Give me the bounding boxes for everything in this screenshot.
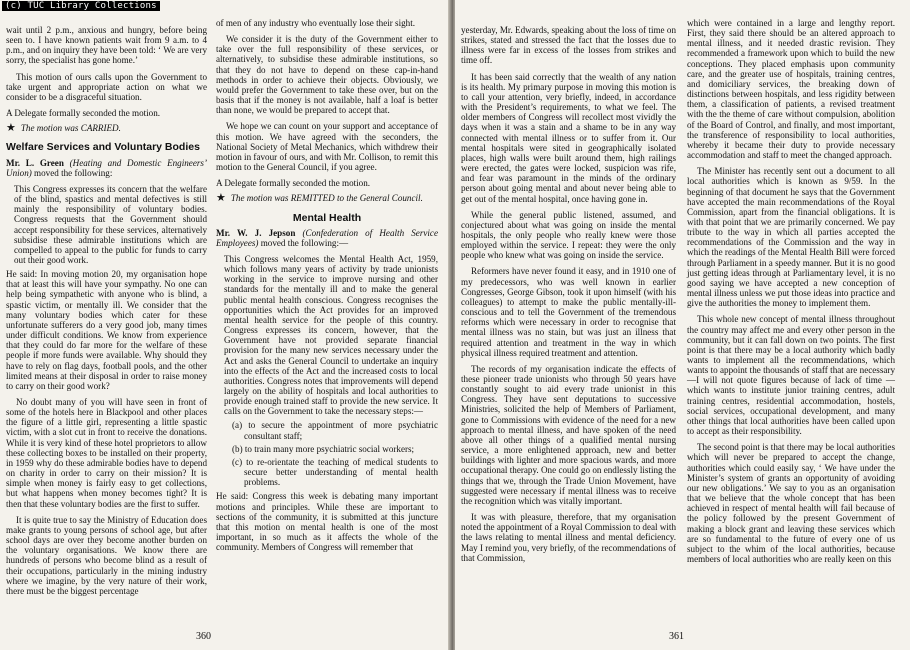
mover-line: Mr. L. Green (Heating and Domestic Engineers’ Union) moved the following: <box>6 157 207 178</box>
vote-result: ★ The motion was CARRIED. <box>6 122 121 135</box>
paragraph: The records of my organisation indicate the effects of these pioneer trade unionists who through 50 years have constantly sought to aid every trade unionist in this Congress. They have sent deputations to successive Ministries, solicited the help of Members of Parliament, gone to Commissions with evidence of the need for a new approach to mental illness, and have spoken of the need above all other things of a qualified mental nursing service, a more enlightened approach, new and better buildings with lighter and more spacious wards, and more occupational therapy. One could go on endlessly listing the things that we, through the Trade Union Movement, have suggested were necessary if mental illness was to receive the recognition which was vitally important. <box>461 363 676 506</box>
resolution-list <box>216 420 438 487</box>
paragraph: The second point is that there may be local authorities which will never be prepared to accept the change, authorities which could easily say, ‘ We have under the Minister’s system of grants an opportunity of avoiding our new obligations.’ We say to you as an organisation that we believe that the whole concept that has been achieved in respect of mental health will fail because of the policy followed by the present Government of making a block grant and leaving these services which are so fundamental to the future of every one of us subject to the whim of the local authorities, because members of local authorities who are really keen on this <box>687 442 895 564</box>
vote-result: ★ The motion was REMITTED to the General Council. <box>216 192 423 205</box>
paragraph: of men of any industry who eventually lose their sight. <box>216 18 416 28</box>
paragraph: We hope we can count on your support and acceptance of this motion. We have agreed with the seconders, the National Society of Metal Mechanics, which withdrew their motion in favour of ours, and with Mr. Collison, to remit this motion to the General Council, if you agree. <box>216 121 438 173</box>
paragraph: He said: In moving motion 20, my organisation hope that at least this will have your sympathy. No one can help being sympathetic with anyone who is blind, a spastic victim, or mentally ill. We consider that the many voluntary bodies which cater for these unfortunate sufferers do a very good job, many times under difficult conditions. We know from experience that they could do far more for the welfare of these people if more funds were available. Why should they have to rely on flag days, football pools, and the other limited means at their disposal in order to raise money to carry on their good work? <box>6 269 207 391</box>
paragraph: It has been said correctly that the wealth of any nation is its health. My primary purpose in moving this motion is to call your attention, very briefly, indeed, in accordance with the President’s requirements, to what we feel. The older members of Congress will recollect most vividly the days when it was a stain and a shame to be in any way connected with mental illness or to suffer from it. Our mental hospitals were sited in geographically isolated places, high walls were built around them, high railings were erected, the gates were locked, suspicion was rife, and fear was paramount in the minds of the ordinary person about going mental and about never being able to get out of the mental hospital, once having gone in. <box>461 71 676 204</box>
page-number: 360 <box>196 631 211 642</box>
paragraph: The Minister has recently sent out a document to all local authorities which is known as 9/59. In the beginning of that document he says that the Government have accepted the main recommendations of the Royal Commission, apart from the financial obligations. It is with that point that we are primarily concerned. We pay tribute to the way in which all parties accepted the recommendations of the Commission and the way in which the readings of the Mental Health Bill were forced through Parliament in a speedy manner. But it is no good just getting ideas through at Parliamentary level, it is no good saying we have accepted a new conception of mental illness unless we put those ideas into practice and give the authorities the money to implement them. <box>687 166 895 309</box>
mover-line: Mr. W. J. Jepson (Confederation of Health Service Employees) moved the following:— <box>216 227 438 248</box>
section-heading: Welfare Services and Voluntary Bodies <box>6 141 200 154</box>
seconder-line: A Delegate formally seconded the motion. <box>216 178 371 189</box>
resolution-text: This Congress expresses its concern that the welfare of the blind, spastics and mental defectives is still mainly the responsibility of voluntary bodies. Congress requests that the Government should accept responsibility for these services, alternatively subsidise these admirable institutions which are compelled to appeal to the public for funds to carry out their good work. <box>14 183 207 265</box>
left-page-column-2 <box>216 18 438 558</box>
paragraph: He said: Congress this week is debating many important motions and principles. While these are important to sections of the community, it is submitted at this juncture that this motion on mental health is one of the most important, in so much as it affects the whole of the community. Members of Congress will remember that <box>216 491 438 553</box>
list-item: (a) to secure the appointment of more psychiatric consultant staff; <box>232 420 438 441</box>
left-page <box>0 0 452 650</box>
resolution-text: This Congress welcomes the Mental Health Act, 1959, which follows many years of activity by trade unionists working in the service to improve nursing and other standards for the mentally ill and to make the general public mental health conscious. Congress recognises the opportunities which the Act provides for an improved mental health service for the people of this country. Congress expresses its concern, however, that the Government have not provided separate financial provision for the many new services necessary under the Act and asks the General Council to undertake an inquiry into the effects of the Act and the increased costs to local authorities. Congress notes that improvements will depend largely on the ability of hospitals and local authorities to provide enough trained staff to provide the new service. It calls on the Government to take the necessary steps:— <box>224 253 438 417</box>
seconder-line: A Delegate formally seconded the motion. <box>6 108 161 119</box>
page-number: 361 <box>669 631 684 642</box>
list-item: (b) to train many more psychiatric social workers; <box>232 443 415 454</box>
paragraph: It is quite true to say the Ministry of Education does make grants to young persons of school age, but after school days are over they become another burden on the voluntary organisations. We know there are hundreds of persons who become blind as a result of their occupations, particularly in the mining industry where we imagine, by the very nature of their work, there must be the biggest percentage <box>6 514 207 596</box>
right-page-column-2 <box>687 18 895 570</box>
right-page <box>455 0 910 650</box>
paragraph: Reformers have never found it easy, and in 1910 one of my predecessors, who was well known in earlier Congresses, George Gibson, took it upon himself (with his colleagues) to attempt to make the public mentally-ill-conscious and to tell the Government of the tremendous reforms which were necessary in order to recognise that mental illness was no stain, but was just an illness that required attention and treatment in the way in which physical illness required treatment and attention. <box>461 266 676 358</box>
paragraph: yesterday, Mr. Edwards, speaking about the loss of time on strikes, stated and stressed the fact that the losses due to illness were far in excess of the losses from strikes and time off. <box>461 25 676 66</box>
paragraph: wait until 2 p.m., anxious and hungry, before being seen to. I have known patients wait from 9 a.m. to 4 p.m., and on inquiry they have been told: ‘ We are very sorry, the specialist has gone home.’ <box>6 25 207 66</box>
paragraph: We consider it is the duty of the Government either to take over the full responsibility of these services, or alternatively, to subsidise these admirable institutions, so that they do not have to depend on these cap-in-hand methods in order to achieve their objects. Obviously, we would prefer the Government to take these over, but on the basis that if the money is not available, half a loaf is better than none, we would be prepared to accept that. <box>216 34 438 116</box>
copyright-watermark: (c) TUC Library Collections <box>2 1 160 11</box>
right-page-column-1 <box>461 25 676 569</box>
paragraph: which were contained in a large and lengthy report. First, they said there should be an altered approach to mental illness, and it needed drastic revision. They recommended a framework upon which to build the new conceptions. They placed emphasis upon community care, and the greater use of hospitals, training centres, and domiciliary services, the breaking down of distinctions between hospitals, and less rigidity between them, a classification of patients, a revised treatment with the the theme of care without compulsion, abolition of the Board of Control, and finally, and most important, the transference of responsibility to local authorities, whereby it became their duty to provide necessary accommodation and staff to meet the changed approach. <box>687 18 895 161</box>
paragraph: This motion of ours calls upon the Government to take urgent and appropriate action on what we consider to be a disgraceful situation. <box>6 71 207 102</box>
star-icon: ★ <box>216 192 226 205</box>
paragraph: No doubt many of you will have seen in front of some of the hotels here in Blackpool and other places the figure of a little girl, representing a little spastic victim, with a slot cut in front to receive the donations. While it is very kind of these hotel proprietors to allow these collecting boxes to be installed on their property, in 1959 why do these admirable bodies have to depend on charity in order to carry on their mission? It is simple when money is fairly easy to get collections, but what happens when money becomes tight? It is then that these voluntary bodies are the first to suffer. <box>6 397 207 509</box>
paragraph: This whole new concept of mental illness throughout the country may affect me and every other person in the community, but it can fall down on two points. The first point is that there may be a local authority which badly wants to implement all the recommendations, which wants to appoint the thousands of staff that are necessary—I will not quote figures because of lack of time —which wants to institute junior training centres, adult training centres, residential accommodation, hostels, social services, occupational development, and many other things that local authorities have been called upon to accept as their responsibility. <box>687 314 895 437</box>
left-page-column-1 <box>6 25 207 602</box>
list-item: (c) to re-orientate the teaching of medical students to secure better understanding of mental health problems. <box>232 456 438 488</box>
section-heading: Mental Health <box>292 211 362 224</box>
star-icon: ★ <box>6 122 16 135</box>
paragraph: It was with pleasure, therefore, that my organisation noted the appointment of a Royal Commission to deal with the laws relating to mental illness and mental deficiency. May I remind you, very briefly, of the recommendations of that Commission, <box>461 512 676 563</box>
paragraph: While the general public listened, assumed, and conjectured about what was going on inside the mental hospitals, the only people who really knew were those employed within the service. I repeat: they were the only people who knew what was going on inside the service. <box>461 209 676 261</box>
